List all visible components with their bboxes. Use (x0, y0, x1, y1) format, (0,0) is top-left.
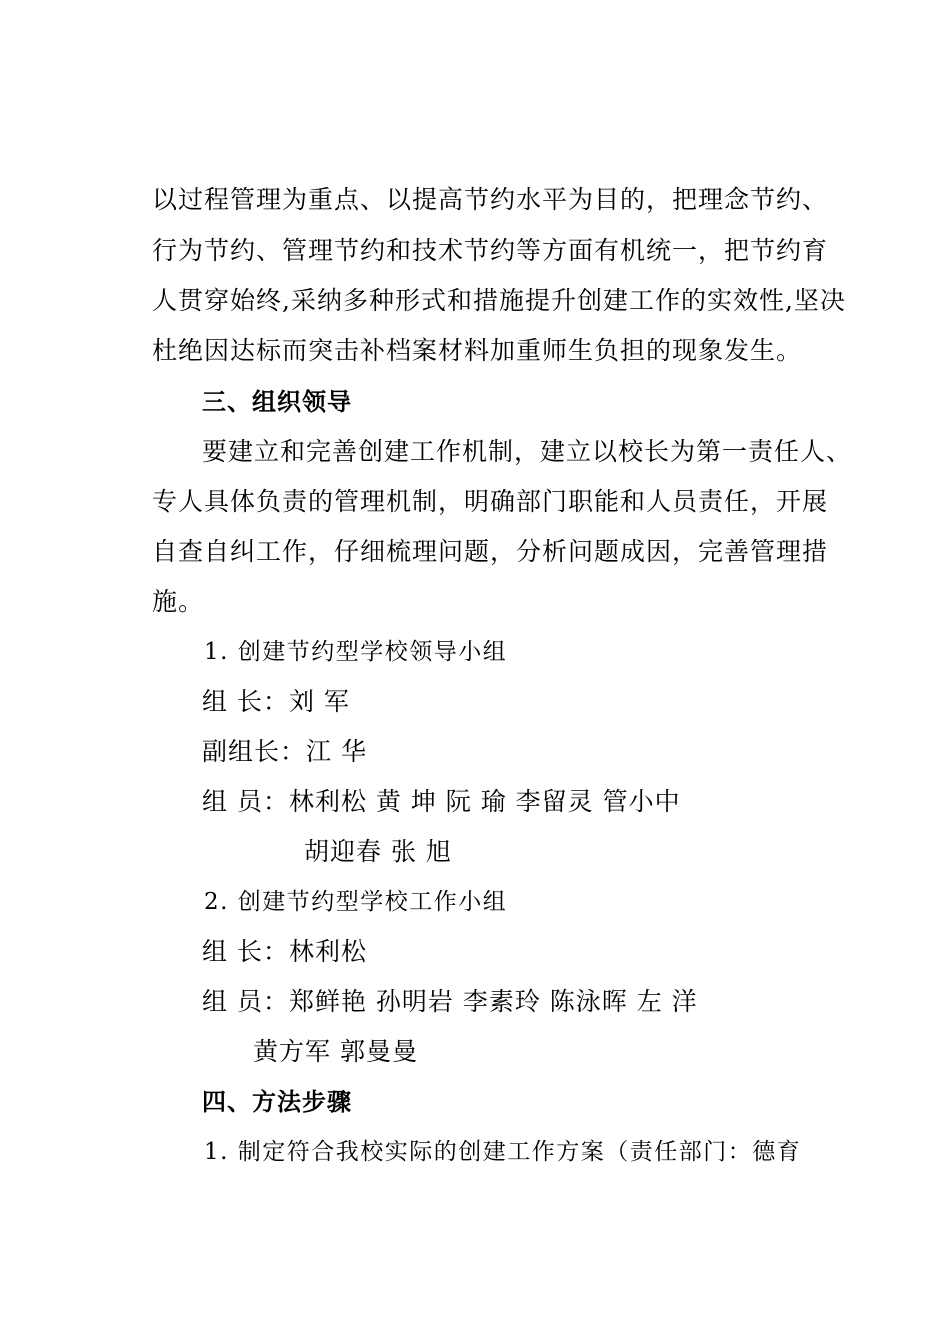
section-heading-methods: 四、方法步骤 (202, 1088, 352, 1116)
body-text-line: 自查自纠工作，仔细梳理问题，分析问题成因，完善管理措 (152, 537, 829, 566)
body-text-line: 以过程管理为重点、以提高节约水平为目的，把理念节约、 (152, 185, 829, 214)
body-text-line: 施。 (152, 587, 205, 616)
body-text-line: 专人具体负责的管理机制，明确部门职能和人员责任，开展 (152, 487, 829, 516)
body-text-line: 人贯穿始终,采纳多种形式和措施提升创建工作的实效性,坚决 (152, 286, 846, 315)
group1-leader: 组 长：刘 军 (202, 687, 350, 716)
group2-title: 2. 创建节约型学校工作小组 (204, 889, 508, 915)
group1-vice-leader: 副组长：江 华 (202, 737, 367, 766)
group2-leader: 组 长：林利松 (202, 937, 367, 966)
group1-members-continued: 胡迎春 张 旭 (304, 837, 452, 866)
group2-members: 组 员：郑鲜艳 孙明岩 李素玲 陈泳晖 左 洋 (202, 987, 698, 1016)
body-text-line: 要建立和完善创建工作机制，建立以校长为第一责任人、 (202, 437, 853, 466)
section-heading-organization: 三、组织领导 (202, 388, 352, 416)
group1-members: 组 员：林利松 黄 坤 阮 瑜 李留灵 管小中 (202, 787, 681, 816)
methods-item-1: 1. 制定符合我校实际的创建工作方案（责任部门：德育 (204, 1139, 802, 1165)
body-text-line: 杜绝因达标而突击补档案材料加重师生负担的现象发生。 (152, 336, 803, 365)
group1-title: 1. 创建节约型学校领导小组 (204, 639, 508, 665)
group2-members-continued: 黄方军 郭曼曼 (253, 1037, 418, 1066)
body-text-line: 行为节约、管理节约和技术节约等方面有机统一，把节约育 (152, 236, 829, 265)
